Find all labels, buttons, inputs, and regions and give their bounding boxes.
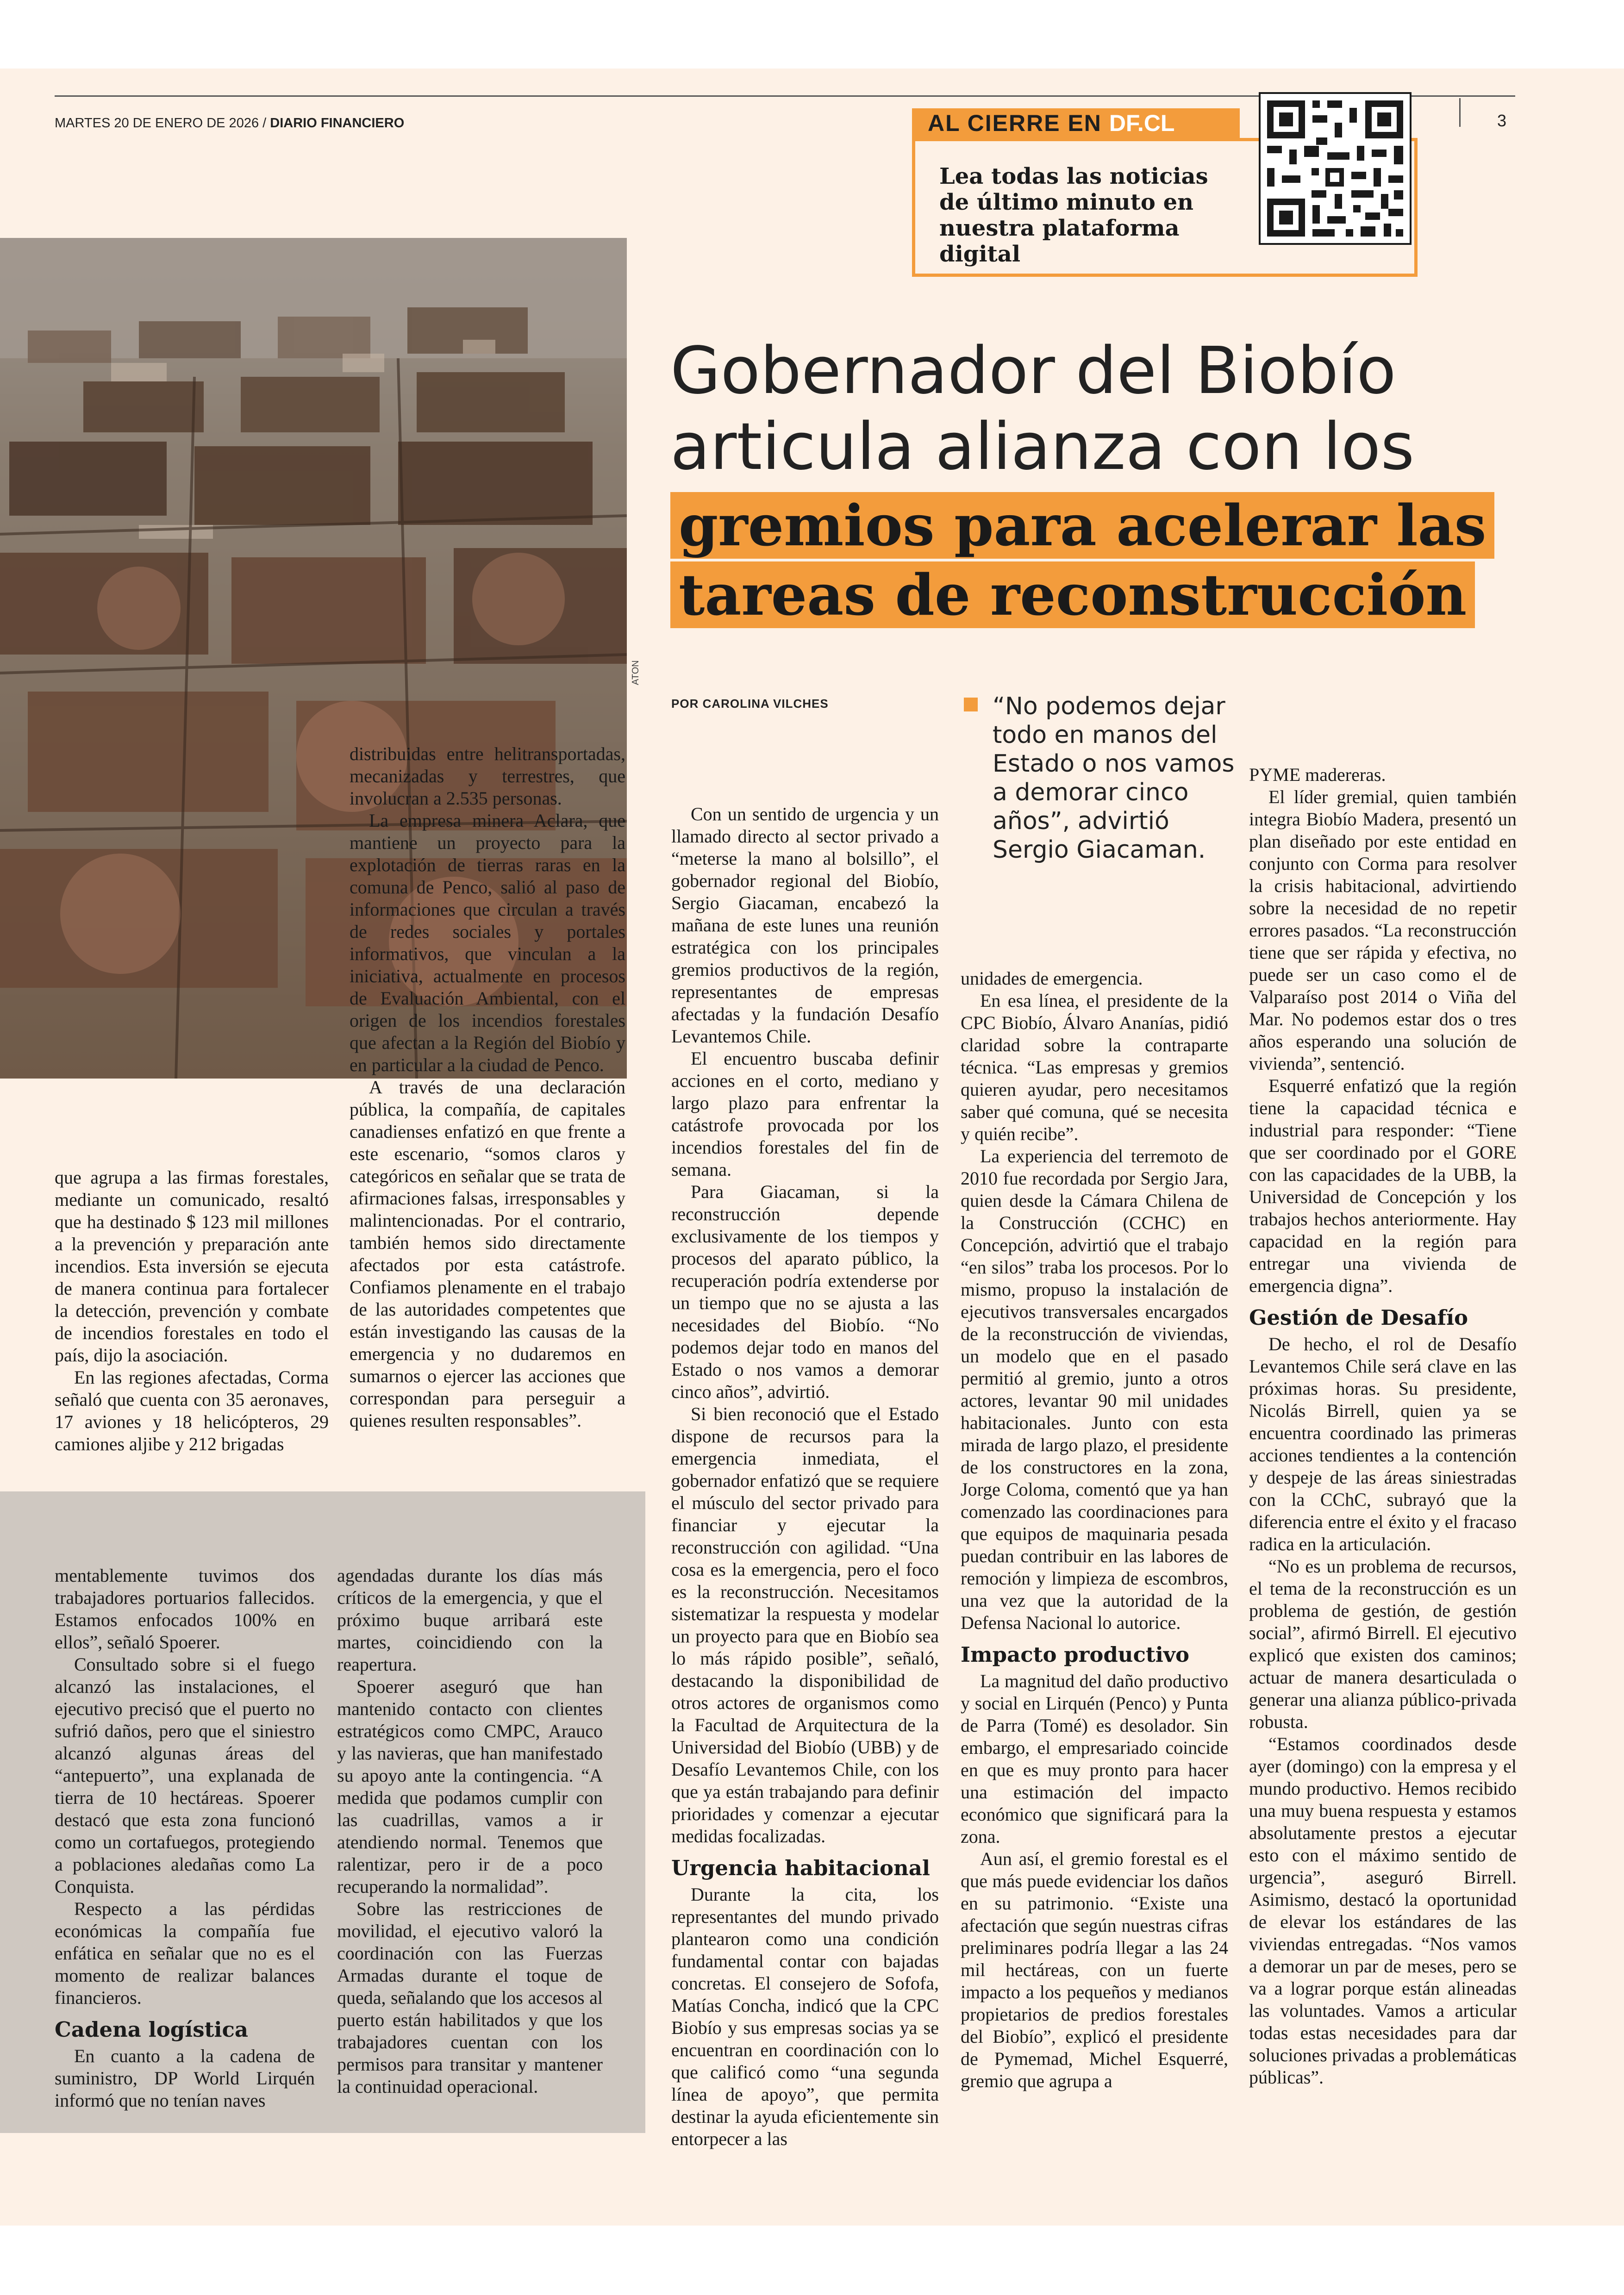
subhead-impacto: Impacto productivo	[961, 1642, 1189, 1667]
col5-paragraph: El líder gremial, quien también integra Biobío Madera, presentó un plan diseñado por este entidad en conjunto con Corma para resolver la crisis habitacional, advirtiendo sobre la necesidad de no repetir errores pasados. “La reconstrucción tiene que ser rápida y efectiva, no puede ser un caso como el de Valparaíso post 2014 o Viña del Mar. No podemos estar dos o tres años esperando una solución de vivienda”, sentenció.	[1249, 786, 1517, 1074]
date-separator: /	[262, 116, 267, 131]
pull-quote-square-icon	[964, 698, 978, 711]
col2-paragraph: A través de una declaración pública, la compañía, de capitales canadienses enfatizó en que frente a este escenario, “somos claros y categóricos en señalar que se trata de afirmaciones falsas, irresponsables y malintencionadas. Por el contrario, también hemos sido directamente afectados por esta catástrofe. Confiamos plenamente en el trabajo de las autoridades competentes que están investigando las causas de la emergencia y no dudaremos en sumarnos o ejercer las acciones que correspondan para perseguir a quienes resulten responsables”.	[350, 1077, 625, 1431]
headline-line-1: Gobernador del Biobío	[670, 333, 1396, 409]
page-number: 3	[1497, 111, 1507, 130]
col5-paragraph: “No es un problema de recursos, el tema de la reconstrucción es un problema de gestión, de gestión social”, afirmó Birrell. El ejecutivo explicó que existen dos caminos; actuar de manera desarticulada o generar una alianza público-privada robusta.	[1249, 1556, 1517, 1732]
col4-paragraph: La magnitud del daño productivo y social en Lirquén (Penco) y Punta de Parra (Tomé) es desolador. Sin embargo, el empresariado coincide en que es muy pronto para hacer una estimación del impacto económico que significará para la zona.	[961, 1671, 1228, 1847]
headline-line-2: articula alianza con los	[670, 409, 1415, 485]
date-text: MARTES 20 DE ENERO DE 2026	[55, 116, 259, 131]
col1-paragraph: En las regiones afectadas, Corma señaló que cuenta con 35 aeronaves, 17 aviones y 18 helicópteros, 29 camiones aljibe y 212 brigadas	[55, 1367, 329, 1454]
col6-paragraph: En cuanto a la cadena de suministro, DP World Lirquén informó que no tenían naves	[55, 2046, 315, 2111]
header-divider	[1459, 98, 1461, 127]
headline-line-3: gremios para acelerar las	[670, 492, 1494, 559]
dateline	[55, 116, 404, 131]
col7-paragraph: Spoerer aseguró que han mantenido contacto con clientes estratégicos como CMPC, Arauco y las navieras, que han manifestado su apoyo ante la contingencia. “A medida que podamos cumplir con las cuadrillas, vamos a ir atendiendo normal. Tenemos que ralentizar, pero ir de a poco recuperando la normalidad”.	[337, 1676, 603, 1897]
headline-line-4: tareas de reconstrucción	[670, 561, 1475, 628]
headline	[670, 333, 1504, 630]
col3-paragraph: Para Giacaman, si la reconstrucción depende exclusivamente de los tiempos y procesos del aparato público, la recuperación podría extenderse por un tiempo que no se ajusta a las necesidades del Biobío. “No podemos dejar todo en manos del Estado o nos vamos a demorar cinco años”, advirtió.	[671, 1181, 939, 1402]
col4-paragraph: Aun así, el gremio forestal es el que más puede evidenciar los daños en su patrimonio. “Existe una afectación que según nuestras cifras preliminares podría llegar a las 24 mil hectáreas, con un fuerte impacto a los pequeños y medianos propietarios de predios forestales del Biobío”, explicó el presidente de Pymemad, Michel Esquerré, gremio que agrupa a	[961, 1848, 1228, 2091]
col5-paragraph: PYME madereras.	[1249, 764, 1386, 785]
column-4	[961, 967, 1228, 2092]
col6-paragraph: mentablemente tuvimos dos trabajadores portuarios fallecidos. Estamos enfocados 100% en ellos”, señaló Spoerer.	[55, 1565, 315, 1653]
col7-paragraph: agendadas durante los días más críticos de la emergencia, y que el próximo buque arribará este martes, coincidiendo con la reapertura.	[337, 1565, 603, 1675]
subhead-urgencia: Urgencia habitacional	[671, 1856, 930, 1880]
col3-paragraph: El encuentro buscaba definir acciones en el corto, mediano y largo plazo para enfrentar la catástrofe provocada por los incendios forestales del fin de semana.	[671, 1048, 939, 1180]
column-2	[350, 743, 625, 1432]
pull-quote-text: “No podemos dejar todo en manos del Estado o nos vamos a demorar cinco años”, advirtió Sergio Giacaman.	[993, 692, 1235, 864]
promo-banner[interactable]	[912, 108, 1240, 138]
promo-text: Lea todas las noticias de último minuto en nuestra plataforma digital	[939, 163, 1208, 267]
col4-paragraph: unidades de emergencia.	[961, 968, 1143, 989]
promo-brand: DF.CL	[1109, 110, 1175, 136]
col2-paragraph: distribuidas entre helitransportadas, mecanizadas y terrestres, que involucran a 2.535 personas.	[350, 743, 625, 809]
photo-credit: ATON	[631, 660, 641, 685]
byline: POR CAROLINA VILCHES	[671, 697, 829, 711]
col2-paragraph: La empresa minera Aclara, que mantiene un proyecto para la explotación de tierras raras en la comuna de Penco, salió al paso de informaciones que circulan a través de redes sociales y portales informativos, que vinculan a la iniciativa, actualmente en procesos de Evaluación Ambiental, con el origen de los incendios forestales que afectan a la Región del Biobío y en particular a la ciudad de Penco.	[350, 810, 625, 1075]
col5-paragraph: De hecho, el rol de Desafío Levantemos Chile será clave en las próximas horas. Su presidente, Nicolás Birrell, quien ya se encuentra coordinado las primeras acciones tendientes a la contención y despeje de las áreas siniestradas con la CChC, subrayó que la diferencia entre el éxito y el fracaso radica en la articulación.	[1249, 1334, 1517, 1554]
subhead-cadena: Cadena logística	[55, 2017, 249, 2042]
col4-paragraph: La experiencia del terremoto de 2010 fue recordada por Sergio Jara, quien desde la Cámara Chilena de la Construcción (CCHC) en Concepción, advirtió que el trabajo “en silos” traba los procesos. Por lo mismo, propuso la instalación de ejecutivos transversales encargados de la reconstrucción de viviendas, un modelo que en el pasado permitió al gremio, junto a otros actores, levantar 90 mil unidades habitacionales. Junto con esta mirada de largo plazo, el presidente de los constructores en la zona, Jorge Coloma, comentó que ya han comenzado las coordinaciones para que equipos de maquinaria pesada puedan contribuir en las labores de remoción y limpieza de escombros, una vez que la autoridad de la Defensa Nacional lo autorice.	[961, 1146, 1228, 1633]
pull-quote	[964, 692, 1242, 864]
column-7	[337, 1565, 603, 2098]
col7-paragraph: Sobre las restricciones de movilidad, el ejecutivo valoró la coordinación con las Fuerzas Armadas durante el toque de queda, señalando que los accesos al puerto están habilitados y que los trabajadores cuentan con los permisos para transitar y mantener la continuidad operacional.	[337, 1898, 603, 2097]
promo-label: AL CIERRE EN	[928, 110, 1102, 136]
col1-paragraph: que agrupa a las firmas forestales, mediante un comunicado, resaltó que ha destinado $ 123 mil millones a la prevención y preparación ante incendios. Esta inversión se ejecuta de manera continua para fortalecer la detección, prevención y combate de incendios forestales en todo el país, dijo la asociación.	[55, 1167, 329, 1366]
col5-paragraph: “Estamos coordinados desde ayer (domingo) con la empresa y el mundo productivo. Hemos recibido una muy buena respuesta y estamos absolutamente prestos a ejecutar esto con el máximo sentido de urgencia”, aseguró Birrell. Asimismo, destacó la oportunidad de elevar los estándares de las viviendas entregadas. “Nos vamos a demorar un par de meses, pero se va a lograr porque están alineadas las voluntades. Vamos a articular todas estas necesidades para dar soluciones privadas a problemáticas públicas”.	[1249, 1734, 1517, 2088]
subhead-gestion: Gestión de Desafío	[1249, 1305, 1468, 1330]
column-3	[671, 803, 939, 2150]
column-5	[1249, 764, 1517, 2089]
col3-paragraph: Si bien reconoció que el Estado dispone de recursos para la emergencia inmediata, el gobernador enfatizó que se requiere el músculo del sector privado para financiar y ejecutar la reconstrucción con agilidad. “Una cosa es la emergencia, pero el foco es la reconstrucción. Necesitamos sistematizar la respuesta y modelar un proyecto para que en Biobío sea lo más rápido posible”, señaló, destacando la disponibilidad de otros actores de organismos como la Facultad de Arquitectura de la Universidad del Biobío (UBB) y de Desafío Levantemos Chile, con los que ya están trabajando para definir prioridades y comenzar a ejecutar medidas focalizadas.	[671, 1403, 939, 1846]
col6-paragraph: Respecto a las pérdidas económicas la compañía fue enfática en señalar que no es el momento de realizar balances financieros.	[55, 1898, 315, 2008]
qr-code-icon[interactable]	[1259, 92, 1412, 245]
col6-paragraph: Consultado sobre si el fuego alcanzó las instalaciones, el ejecutivo precisó que el puerto no sufrió daños, pero que el siniestro alcanzó algunas áreas del “antepuerto”, una explanada de tierra de 10 hectáreas. Spoerer destacó que esta zona funcionó como un cortafuegos, protegiendo a poblaciones aledañas como La Conquista.	[55, 1654, 315, 1897]
publication-name: DIARIO FINANCIERO	[270, 116, 405, 131]
column-1	[55, 1166, 329, 1455]
col3-paragraph: Con un sentido de urgencia y un llamado directo al sector privado a “meterse la mano al bolsillo”, el gobernador regional del Biobío, Sergio Giacaman, encabezó la mañana de este lunes una reunión estratégica con los principales gremios productivos de la región, representantes de empresas afectadas y la fundación Desafío Levantemos Chile.	[671, 804, 939, 1047]
promo-box	[912, 138, 1418, 277]
col5-paragraph: Esquerré enfatizó que la región tiene la capacidad técnica e industrial para responder: “Tiene que ser coordinado por el GORE con las capacidades de la UBB, la Universidad de Concepción y los trabajos hechos anteriormente. Hay capacidad en la región para entregar una vivienda de emergencia digna”.	[1249, 1075, 1517, 1296]
column-6	[55, 1565, 315, 2112]
col3-paragraph: Durante la cita, los representantes del mundo privado plantearon como una condición fundamental contar con bajadas concretas. El consejero de Sofofa, Matías Concha, indicó que la CPC Biobío y sus empresas socias ya se encuentran en coordinación con lo que calificó como “una segunda línea de apoyo”, que permita destinar la ayuda eficientemente sin entorpecer a las	[671, 1884, 939, 2149]
col4-paragraph: En esa línea, el presidente de la CPC Biobío, Álvaro Ananías, pidió claridad sobre la contraparte técnica. “Las empresas y gremios quieren ayudar, pero necesitamos saber qué comuna, qué se necesita y quién recibe”.	[961, 990, 1228, 1144]
